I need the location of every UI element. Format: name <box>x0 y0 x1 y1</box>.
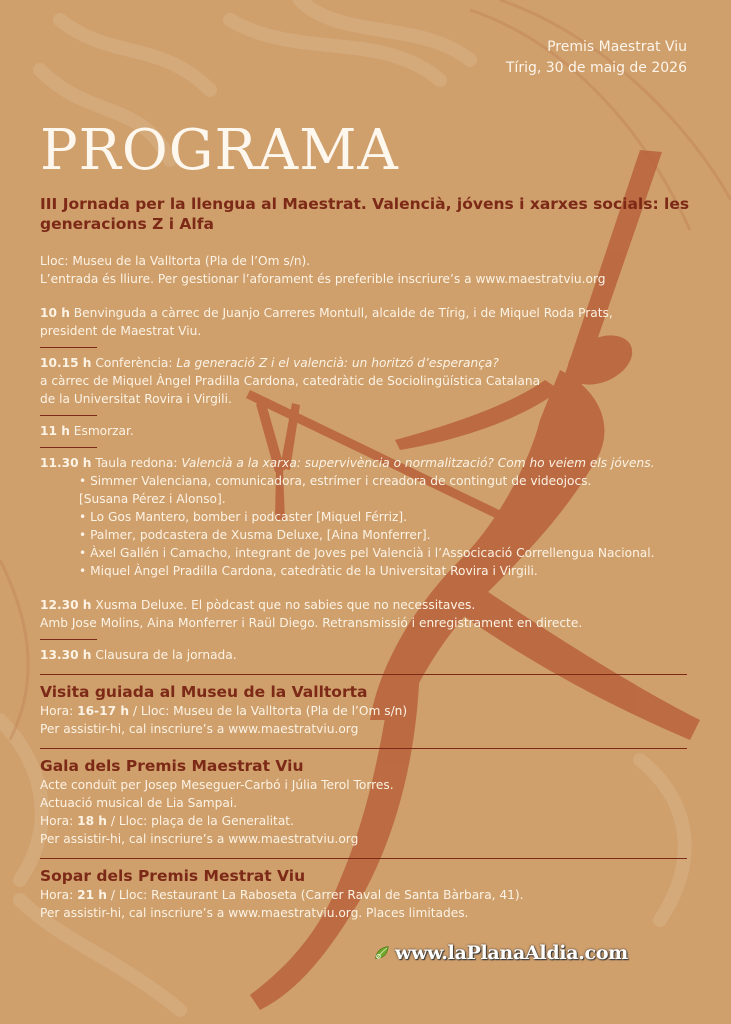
section-place: / Lloc: Restaurant La Raboseta (Carrer Raval de Santa Bàrbara, 41). <box>106 888 524 902</box>
schedule-item-welcome <box>40 304 695 340</box>
schedule-item-podcast <box>40 596 695 632</box>
section-title: Sopar dels Premis Mestrat Viu <box>40 867 306 885</box>
event-header <box>506 37 687 79</box>
divider <box>40 447 97 448</box>
section-time: 18 h <box>77 814 107 828</box>
program-subtitle: III Jornada per la llengua al Maestrat. Valencià, jóvens i xarxes socials: les generacions Z i Alfa <box>40 195 690 233</box>
page-title: PROGRAMA <box>40 118 399 183</box>
list-item: • Simmer Valenciana, comunicadora, estrímer i creadora de contingut de videojocs. <box>79 474 592 488</box>
section-title: Gala dels Premis Maestrat Viu <box>40 757 304 775</box>
participants-list <box>40 472 695 580</box>
event-name: Premis Maestrat Viu <box>547 39 687 55</box>
watermark-logo[interactable] <box>374 932 628 974</box>
schedule-text-cont: president de Maestrat Viu. <box>40 324 202 338</box>
schedule-text-cont: Amb Jose Molins, Aina Monferrer i Raül Diego. Retransmissió i enregistrament en directe. <box>40 616 583 630</box>
divider <box>40 347 97 348</box>
schedule-item-breakfast <box>40 422 695 440</box>
hora-label: Hora: <box>40 888 78 902</box>
list-item: • Miquel Àngel Pradilla Cardona, catedràtic de la Universitat Rovira i Virgili. <box>79 564 538 578</box>
schedule-item-round-table <box>40 454 695 580</box>
section-divider <box>40 674 687 675</box>
list-item: • Lo Gos Mantero, bomber i podcaster [Miquel Férriz]. <box>79 510 408 524</box>
program-body <box>40 194 695 922</box>
leaf-icon <box>374 934 389 972</box>
schedule-time: 13.30 h <box>40 648 92 662</box>
section-dinner <box>40 866 695 922</box>
schedule-text: Esmorzar. <box>69 424 134 438</box>
divider <box>40 415 97 416</box>
section-guided-visit <box>40 682 695 738</box>
section-text: Acte conduït per Josep Meseguer-Carbó i Júlia Terol Torres. <box>40 778 394 792</box>
schedule-time: 10 h <box>40 306 70 320</box>
section-gala <box>40 756 695 848</box>
section-text: Actuació musical de Lia Sampai. <box>40 796 238 810</box>
schedule-time: 10.15 h <box>40 356 92 370</box>
schedule-text-cont: de la Universitat Rovira i Virgili. <box>40 392 232 406</box>
schedule-text-cont: a càrrec de Miquel Àngel Pradilla Cardona, catedràtic de Sociolingüística Catalana <box>40 374 541 388</box>
watermark-text: www.laPlanaAldia.com <box>395 942 628 964</box>
section-place: / Lloc: plaça de la Generalitat. <box>106 814 294 828</box>
schedule-text: Xusma Deluxe. El pòdcast que no sabies que no necessitaves. <box>91 598 476 612</box>
section-divider <box>40 748 687 749</box>
list-item: • Àxel Gallén i Camacho, integrant de Joves pel Valencià i l’Associcació Correllengua Nacional. <box>79 546 655 560</box>
schedule-prefix: Conferència: <box>91 356 177 370</box>
list-item: [Susana Pérez i Alonso]. <box>79 492 226 506</box>
schedule-item-conference <box>40 354 695 408</box>
venue-line: Lloc: Museu de la Valltorta (Pla de l’Om s/n). <box>40 254 311 268</box>
schedule-time: 11.30 h <box>40 456 92 470</box>
schedule-item-closing <box>40 646 695 664</box>
section-divider <box>40 858 687 859</box>
section-time: 16-17 h <box>77 704 129 718</box>
schedule-time: 12.30 h <box>40 598 92 612</box>
hora-label: Hora: <box>40 814 78 828</box>
schedule-time: 11 h <box>40 424 70 438</box>
section-registration: Per assistir-hi, cal inscriure’s a www.maestratviu.org <box>40 832 359 846</box>
round-table-title: Valencià a la xarxa: supervivència o normalització? Com ho veiem els jóvens. <box>181 456 655 470</box>
section-registration: Per assistir-hi, cal inscriure’s a www.maestratviu.org. Places limitades. <box>40 906 469 920</box>
event-place-date: Tírig, 30 de maig de 2026 <box>505 60 687 76</box>
conference-title: La generació Z i el valencià: un horitzó d’esperança? <box>176 356 499 370</box>
schedule-text: Clausura de la jornada. <box>91 648 237 662</box>
section-time: 21 h <box>77 888 107 902</box>
section-registration: Per assistir-hi, cal inscriure’s a www.maestratviu.org <box>40 722 359 736</box>
section-title: Visita guiada al Museu de la Valltorta <box>40 683 368 701</box>
venue-info <box>40 252 695 288</box>
registration-line: L’entrada és lliure. Per gestionar l’aforament és preferible inscriure’s a www.maestratviu.org <box>40 272 606 286</box>
hora-label: Hora: <box>40 704 78 718</box>
schedule-prefix: Taula redona: <box>91 456 182 470</box>
schedule-text: Benvinguda a càrrec de Juanjo Carreres Montull, alcalde de Tírig, i de Miquel Roda Prats, <box>69 306 613 320</box>
divider <box>40 639 97 640</box>
list-item: • Palmer, podcastera de Xusma Deluxe, [Aina Monferrer]. <box>79 528 431 542</box>
section-place: / Lloc: Museu de la Valltorta (Pla de l’Om s/n) <box>129 704 408 718</box>
